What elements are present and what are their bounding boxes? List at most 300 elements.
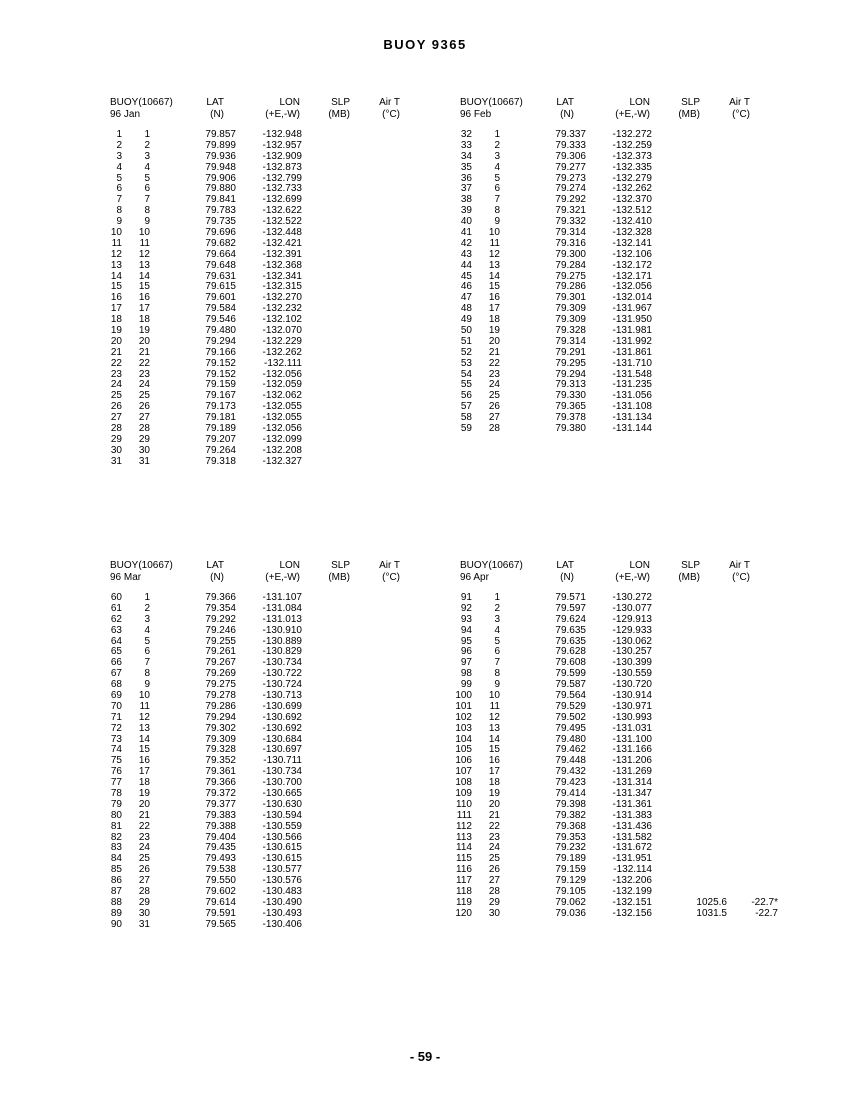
day: 18 bbox=[138, 777, 150, 789]
lat-value: 79.783 bbox=[205, 205, 236, 217]
table-row bbox=[110, 391, 410, 402]
row-index: 55 bbox=[460, 379, 472, 391]
lat-value: 79.302 bbox=[205, 722, 236, 734]
row-index: 74 bbox=[110, 744, 122, 756]
lat-value: 79.841 bbox=[205, 194, 236, 206]
lat-value: 79.332 bbox=[555, 216, 586, 228]
row-index: 10 bbox=[110, 227, 122, 239]
day: 11 bbox=[489, 700, 500, 712]
table-row bbox=[460, 272, 760, 283]
table-row bbox=[110, 457, 410, 468]
day: 8 bbox=[494, 668, 500, 680]
lon-value: -131.383 bbox=[612, 809, 652, 821]
header-lon: LON bbox=[279, 97, 300, 108]
row-index: 79 bbox=[110, 798, 122, 810]
lon-value: -130.576 bbox=[262, 875, 302, 887]
row-index: 40 bbox=[460, 216, 472, 228]
day: 2 bbox=[144, 602, 150, 614]
table-row bbox=[455, 711, 760, 724]
lat-value: 79.292 bbox=[555, 194, 586, 206]
row-index: 38 bbox=[460, 194, 472, 206]
table-row bbox=[455, 766, 760, 778]
day: 26 bbox=[488, 864, 500, 876]
table-row bbox=[110, 680, 410, 691]
lat-value: 79.284 bbox=[555, 259, 586, 271]
lon-value: -131.107 bbox=[262, 592, 302, 603]
lon-value: -130.711 bbox=[263, 755, 302, 767]
row-index: 2 bbox=[116, 139, 122, 151]
table-row bbox=[460, 391, 760, 402]
table-row bbox=[460, 647, 760, 658]
table-rows bbox=[110, 593, 410, 931]
lon-value: -132.070 bbox=[262, 325, 302, 337]
day: 28 bbox=[488, 423, 500, 435]
lat-value: 79.599 bbox=[555, 668, 586, 680]
table-row bbox=[460, 402, 760, 413]
day: 14 bbox=[488, 270, 500, 282]
lon-value: -130.720 bbox=[612, 679, 652, 691]
day: 9 bbox=[494, 679, 500, 691]
row-index: 48 bbox=[460, 303, 472, 315]
lon-value: -130.399 bbox=[612, 657, 652, 669]
table-row bbox=[110, 789, 410, 800]
lat-value: 79.275 bbox=[555, 270, 586, 282]
lon-value: -132.873 bbox=[262, 161, 302, 173]
day: 1 bbox=[494, 129, 500, 140]
table-row bbox=[460, 637, 760, 648]
table-row bbox=[110, 413, 410, 424]
lat-value: 79.353 bbox=[555, 831, 586, 843]
page-number: - 59 - bbox=[409, 1049, 441, 1064]
lon-value: -132.259 bbox=[612, 139, 652, 151]
row-index: 62 bbox=[110, 613, 122, 625]
row-index: 54 bbox=[460, 368, 472, 380]
lon-value: -131.582 bbox=[612, 831, 652, 843]
row-index: 92 bbox=[460, 602, 472, 614]
day: 1 bbox=[144, 129, 150, 140]
lat-value: 79.906 bbox=[205, 172, 236, 184]
header-buoy: BUOY(10667) bbox=[110, 560, 173, 571]
day: 27 bbox=[488, 412, 500, 424]
table-row bbox=[110, 735, 410, 746]
lat-value: 79.571 bbox=[555, 592, 586, 603]
lat-value: 79.564 bbox=[555, 690, 586, 702]
lat-value: 79.602 bbox=[205, 886, 236, 898]
row-index: 52 bbox=[460, 346, 472, 358]
row-index: 114 bbox=[456, 842, 472, 854]
table-row bbox=[460, 626, 760, 637]
table-row bbox=[456, 798, 760, 811]
table-row bbox=[110, 380, 410, 391]
lat-value: 79.173 bbox=[205, 401, 236, 413]
table-row bbox=[460, 315, 760, 326]
lon-value: -131.108 bbox=[612, 401, 652, 413]
table-row bbox=[110, 195, 410, 206]
row-index: 100 bbox=[455, 690, 472, 702]
lat-value: 79.330 bbox=[555, 390, 586, 402]
lon-value: -132.229 bbox=[262, 335, 302, 347]
row-index: 112 bbox=[456, 820, 472, 832]
table-row bbox=[460, 304, 760, 315]
day: 3 bbox=[144, 150, 150, 162]
lon-value: -132.151 bbox=[612, 896, 652, 908]
day: 21 bbox=[138, 809, 150, 821]
day: 10 bbox=[138, 690, 150, 702]
header-buoy: BUOY(10667) bbox=[110, 97, 173, 108]
lon-value: -130.692 bbox=[262, 711, 302, 723]
header-buoy: BUOY(10667) bbox=[460, 97, 523, 108]
header-lat: LAT bbox=[556, 97, 574, 108]
lat-value: 79.398 bbox=[555, 798, 586, 810]
lat-value: 79.615 bbox=[205, 281, 236, 293]
table-row bbox=[455, 690, 760, 702]
table-row bbox=[110, 163, 410, 174]
header-slp: SLP bbox=[331, 97, 350, 108]
lon-value: -131.269 bbox=[612, 766, 652, 778]
header-airt-unit: (°C) bbox=[382, 572, 400, 583]
day: 13 bbox=[488, 722, 500, 734]
lat-value: 79.294 bbox=[205, 711, 236, 723]
lat-value: 79.159 bbox=[555, 864, 586, 876]
day: 19 bbox=[488, 788, 500, 800]
table-row bbox=[110, 887, 410, 898]
lon-value: -132.262 bbox=[262, 346, 302, 358]
lon-value: -132.909 bbox=[262, 150, 302, 162]
table-rows bbox=[455, 592, 778, 920]
lon-value: -132.272 bbox=[612, 129, 652, 140]
row-index: 57 bbox=[460, 401, 472, 413]
lat-value: 79.314 bbox=[555, 227, 586, 239]
row-index: 20 bbox=[110, 335, 122, 347]
lat-value: 79.333 bbox=[555, 139, 586, 151]
day: 10 bbox=[488, 227, 500, 239]
day: 30 bbox=[138, 444, 150, 456]
table-row bbox=[460, 163, 760, 174]
table-row bbox=[456, 820, 760, 833]
lon-value: -132.335 bbox=[612, 161, 652, 173]
day: 20 bbox=[138, 798, 150, 810]
table-row bbox=[460, 593, 760, 604]
lon-value: -132.014 bbox=[612, 292, 652, 304]
lat-value: 79.181 bbox=[205, 412, 236, 424]
air-temp-value: -22.7* bbox=[751, 896, 778, 908]
lon-value: -132.328 bbox=[612, 227, 652, 239]
day: 26 bbox=[488, 401, 500, 413]
table-row bbox=[110, 920, 410, 931]
lat-value: 79.368 bbox=[555, 820, 586, 832]
row-index: 53 bbox=[460, 357, 472, 369]
lat-value: 79.631 bbox=[205, 270, 236, 282]
lat-value: 79.300 bbox=[555, 248, 586, 260]
row-index: 27 bbox=[110, 412, 122, 424]
lat-value: 79.587 bbox=[555, 679, 586, 691]
row-index: 45 bbox=[460, 270, 472, 282]
row-index: 83 bbox=[110, 842, 122, 854]
day: 27 bbox=[138, 875, 150, 887]
lat-value: 79.062 bbox=[555, 896, 586, 908]
lon-value: -132.172 bbox=[612, 259, 652, 271]
day: 22 bbox=[138, 820, 150, 832]
lat-value: 79.167 bbox=[205, 390, 236, 402]
day: 13 bbox=[488, 259, 500, 271]
table-row bbox=[460, 615, 760, 626]
lat-value: 79.295 bbox=[555, 357, 586, 369]
header-lat-unit: (N) bbox=[210, 572, 224, 583]
table-row bbox=[456, 875, 760, 887]
day: 7 bbox=[144, 657, 150, 669]
lat-value: 79.378 bbox=[555, 412, 586, 424]
lat-value: 79.696 bbox=[205, 227, 236, 239]
lat-value: 79.414 bbox=[555, 788, 586, 800]
lon-value: -132.699 bbox=[262, 194, 302, 206]
header-lon-unit: (+E,-W) bbox=[615, 572, 650, 583]
lon-value: -132.262 bbox=[612, 183, 652, 195]
lat-value: 79.274 bbox=[555, 183, 586, 195]
row-index: 109 bbox=[455, 788, 472, 800]
lon-value: -130.722 bbox=[262, 668, 302, 680]
table-row bbox=[460, 370, 760, 381]
header-lon: LON bbox=[629, 97, 650, 108]
table-row bbox=[460, 141, 760, 152]
lon-value: -131.100 bbox=[612, 733, 652, 745]
lon-value: -130.993 bbox=[612, 711, 652, 723]
lon-value: -130.615 bbox=[262, 842, 302, 854]
lon-value: -130.577 bbox=[262, 864, 302, 876]
row-index: 81 bbox=[110, 820, 122, 832]
day: 20 bbox=[138, 335, 150, 347]
table-row bbox=[460, 326, 760, 337]
row-index: 116 bbox=[456, 864, 472, 876]
page-title: BUOY 9365 bbox=[383, 37, 467, 52]
lat-value: 79.286 bbox=[205, 700, 236, 712]
lat-value: 79.735 bbox=[205, 216, 236, 228]
day: 25 bbox=[488, 853, 500, 865]
row-index: 8 bbox=[116, 205, 122, 217]
lon-value: -132.056 bbox=[612, 281, 652, 293]
table-row bbox=[460, 239, 760, 250]
header-lon: LON bbox=[629, 560, 650, 571]
day: 7 bbox=[144, 194, 150, 206]
day: 15 bbox=[138, 744, 150, 756]
lon-value: -132.315 bbox=[262, 281, 302, 293]
day: 5 bbox=[144, 635, 150, 647]
lon-value: -132.102 bbox=[262, 314, 302, 326]
day: 15 bbox=[488, 744, 500, 756]
row-index: 107 bbox=[455, 766, 472, 778]
lon-value: -130.077 bbox=[612, 602, 652, 614]
table-row bbox=[110, 767, 410, 778]
lat-value: 79.462 bbox=[555, 744, 586, 756]
header-lon: LON bbox=[279, 560, 300, 571]
lon-value: -130.665 bbox=[262, 788, 302, 800]
row-index: 25 bbox=[110, 390, 122, 402]
lon-value: -130.483 bbox=[262, 886, 302, 898]
row-index: 66 bbox=[110, 657, 122, 669]
header-lat: LAT bbox=[206, 560, 224, 571]
row-index: 7 bbox=[116, 194, 122, 206]
row-index: 88 bbox=[110, 896, 122, 908]
slp-value: 1025.6 bbox=[696, 896, 727, 908]
table-row bbox=[110, 876, 410, 887]
lat-value: 79.294 bbox=[555, 368, 586, 380]
lat-value: 79.309 bbox=[555, 314, 586, 326]
lon-value: -132.733 bbox=[262, 183, 302, 195]
lat-value: 79.608 bbox=[555, 657, 586, 669]
day: 17 bbox=[138, 766, 150, 778]
lon-value: -132.106 bbox=[612, 248, 652, 260]
row-index: 13 bbox=[110, 259, 122, 271]
header-slp-unit: (MB) bbox=[678, 109, 700, 120]
header-airt: Air T bbox=[729, 560, 750, 571]
row-index: 105 bbox=[455, 744, 472, 756]
day: 28 bbox=[488, 886, 500, 898]
row-index: 3 bbox=[116, 150, 122, 162]
lat-value: 79.361 bbox=[205, 766, 236, 778]
row-index: 64 bbox=[110, 635, 122, 647]
day: 19 bbox=[138, 325, 150, 337]
day: 5 bbox=[494, 635, 500, 647]
day: 17 bbox=[488, 303, 500, 315]
table-row bbox=[460, 206, 760, 217]
day: 28 bbox=[138, 886, 150, 898]
lat-value: 79.306 bbox=[555, 150, 586, 162]
lon-value: -130.829 bbox=[262, 646, 302, 658]
lat-value: 79.377 bbox=[205, 798, 236, 810]
lat-value: 79.480 bbox=[555, 733, 586, 745]
row-index: 90 bbox=[110, 918, 122, 930]
lon-value: -130.699 bbox=[262, 700, 302, 712]
row-index: 24 bbox=[110, 379, 122, 391]
day: 25 bbox=[488, 390, 500, 402]
lon-value: -130.724 bbox=[262, 679, 302, 691]
row-index: 95 bbox=[460, 635, 472, 647]
table-row bbox=[110, 615, 410, 626]
table-row bbox=[456, 864, 760, 876]
table-row bbox=[110, 174, 410, 185]
table-row bbox=[460, 348, 760, 359]
day: 11 bbox=[489, 237, 500, 249]
table-row bbox=[456, 809, 760, 822]
row-index: 46 bbox=[460, 281, 472, 293]
row-index: 41 bbox=[460, 227, 472, 239]
day: 26 bbox=[138, 401, 150, 413]
row-index: 42 bbox=[460, 237, 472, 249]
table-row bbox=[110, 909, 410, 920]
table-rows bbox=[460, 130, 760, 435]
day: 15 bbox=[138, 281, 150, 293]
day: 8 bbox=[494, 205, 500, 217]
row-index: 91 bbox=[460, 592, 472, 603]
day: 31 bbox=[138, 918, 150, 930]
lat-value: 79.152 bbox=[205, 357, 236, 369]
day: 13 bbox=[138, 722, 150, 734]
lon-value: -132.948 bbox=[262, 129, 302, 140]
lon-value: -130.257 bbox=[612, 646, 652, 658]
lon-value: -131.134 bbox=[612, 412, 652, 424]
day: 23 bbox=[138, 368, 150, 380]
row-index: 49 bbox=[460, 314, 472, 326]
lon-value: -130.684 bbox=[262, 733, 302, 745]
header-airt: Air T bbox=[379, 560, 400, 571]
lat-value: 79.591 bbox=[205, 907, 236, 919]
row-index: 37 bbox=[460, 183, 472, 195]
lat-value: 79.936 bbox=[205, 150, 236, 162]
day: 12 bbox=[488, 248, 500, 260]
table-row bbox=[110, 239, 410, 250]
lon-value: -130.734 bbox=[262, 766, 302, 778]
lon-value: -132.270 bbox=[262, 292, 302, 304]
table-row bbox=[110, 206, 410, 217]
row-index: 12 bbox=[110, 248, 122, 260]
header-lon-unit: (+E,-W) bbox=[265, 109, 300, 120]
day: 16 bbox=[488, 755, 500, 767]
day: 4 bbox=[144, 624, 150, 636]
day: 3 bbox=[494, 613, 500, 625]
row-index: 98 bbox=[460, 668, 472, 680]
day: 18 bbox=[488, 777, 500, 789]
table-row bbox=[460, 152, 760, 163]
row-index: 85 bbox=[110, 864, 122, 876]
row-index: 76 bbox=[110, 766, 122, 778]
row-index: 29 bbox=[110, 433, 122, 445]
table-row bbox=[110, 843, 410, 854]
lon-value: -130.914 bbox=[612, 690, 652, 702]
lat-value: 79.502 bbox=[555, 711, 586, 723]
table-row bbox=[456, 842, 760, 854]
lat-value: 79.624 bbox=[555, 613, 586, 625]
lat-value: 79.948 bbox=[205, 161, 236, 173]
lon-value: -130.272 bbox=[612, 592, 652, 603]
lon-value: -129.933 bbox=[612, 624, 652, 636]
table-row bbox=[110, 337, 410, 348]
table-row bbox=[460, 424, 760, 435]
lon-value: -131.084 bbox=[262, 602, 302, 614]
lon-value: -131.967 bbox=[612, 303, 652, 315]
lon-value: -132.055 bbox=[262, 401, 302, 413]
row-index: 1 bbox=[116, 129, 122, 140]
lon-value: -132.114 bbox=[613, 864, 652, 876]
lat-value: 79.635 bbox=[555, 624, 586, 636]
row-index: 101 bbox=[455, 700, 472, 712]
lat-value: 79.857 bbox=[205, 129, 236, 140]
row-index: 59 bbox=[460, 423, 472, 435]
row-index: 47 bbox=[460, 292, 472, 304]
lon-value: -130.713 bbox=[262, 690, 302, 702]
lat-value: 79.321 bbox=[555, 205, 586, 217]
row-index: 102 bbox=[455, 711, 472, 723]
header-slp: SLP bbox=[331, 560, 350, 571]
table-row bbox=[460, 217, 760, 228]
table-row bbox=[110, 282, 410, 293]
lat-value: 79.423 bbox=[555, 777, 586, 789]
lon-value: -131.672 bbox=[612, 842, 652, 854]
lat-value: 79.664 bbox=[205, 248, 236, 260]
day: 18 bbox=[138, 314, 150, 326]
row-index: 117 bbox=[456, 875, 472, 887]
day: 6 bbox=[144, 183, 150, 195]
lon-value: -131.314 bbox=[612, 777, 652, 789]
day: 29 bbox=[138, 896, 150, 908]
lon-value: -130.734 bbox=[262, 657, 302, 669]
lat-value: 79.383 bbox=[205, 809, 236, 821]
row-index: 68 bbox=[110, 679, 122, 691]
row-index: 60 bbox=[110, 592, 122, 603]
table-row bbox=[110, 402, 410, 413]
day: 14 bbox=[138, 733, 150, 745]
table-row bbox=[455, 733, 760, 746]
lon-value: -132.062 bbox=[262, 390, 302, 402]
row-index: 32 bbox=[460, 129, 472, 140]
